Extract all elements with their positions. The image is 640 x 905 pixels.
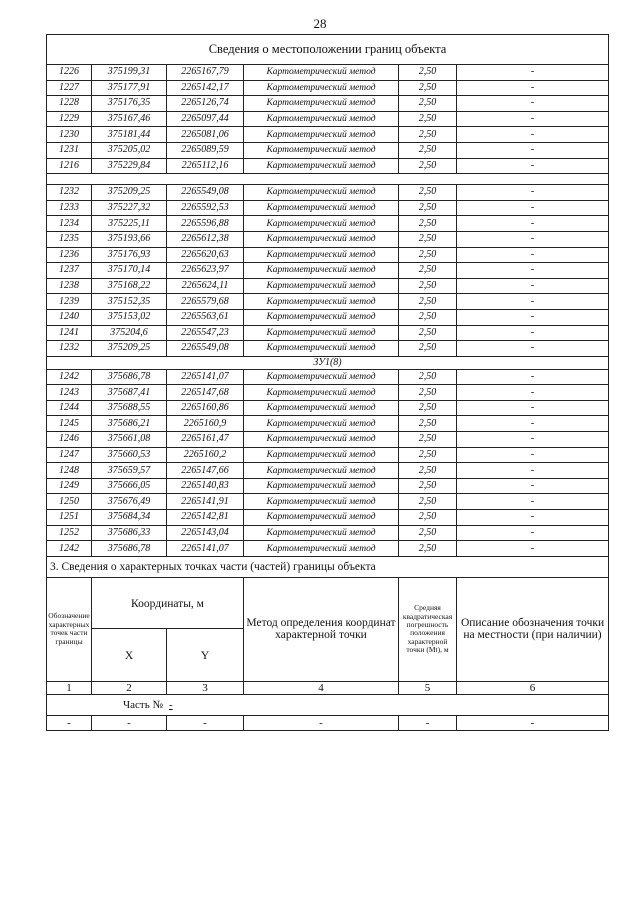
parcel-label: ЗУ1(8) <box>47 356 609 369</box>
method-cell: Картометрический метод <box>244 325 399 341</box>
y-cell: 2265097,44 <box>167 111 244 127</box>
description-cell: - <box>457 369 609 385</box>
accuracy-cell: 2,50 <box>399 185 457 201</box>
x-cell: 375659,57 <box>92 463 167 479</box>
table-row <box>47 158 609 174</box>
description-cell: - <box>457 111 609 127</box>
y-cell: 2265549,08 <box>167 185 244 201</box>
table-row <box>47 127 609 143</box>
description-cell: - <box>457 447 609 463</box>
x-cell: 375205,02 <box>92 142 167 158</box>
accuracy-cell: 2,50 <box>399 127 457 143</box>
method-cell: Картометрический метод <box>244 416 399 432</box>
y-cell: 2265160,86 <box>167 400 244 416</box>
table-row <box>47 416 609 432</box>
description-cell: - <box>457 216 609 232</box>
description-cell: - <box>457 127 609 143</box>
description-cell: - <box>457 341 609 357</box>
x-cell: 375153,02 <box>92 309 167 325</box>
x-cell: 375661,08 <box>92 432 167 448</box>
description-cell: - <box>457 416 609 432</box>
description-cell: - <box>457 385 609 401</box>
table-row <box>47 325 609 341</box>
point-id-cell: 1240 <box>47 309 92 325</box>
description-cell: - <box>457 278 609 294</box>
y-cell: 2265623,97 <box>167 263 244 279</box>
description-cell: - <box>457 158 609 174</box>
description-cell: - <box>457 142 609 158</box>
table-row <box>47 200 609 216</box>
empty-cell: - <box>92 715 167 730</box>
table-row <box>47 541 609 557</box>
column-number: 2 <box>92 681 167 694</box>
table-row <box>47 400 609 416</box>
boundary-table <box>46 34 609 731</box>
header-x: X <box>92 628 167 681</box>
y-cell: 2265141,07 <box>167 541 244 557</box>
table-row <box>47 65 609 81</box>
method-cell: Картометрический метод <box>244 341 399 357</box>
method-cell: Картометрический метод <box>244 400 399 416</box>
point-id-cell: 1243 <box>47 385 92 401</box>
y-cell: 2265081,06 <box>167 127 244 143</box>
table-row <box>47 96 609 112</box>
y-cell: 2265147,66 <box>167 463 244 479</box>
accuracy-cell: 2,50 <box>399 247 457 263</box>
table-row <box>47 525 609 541</box>
accuracy-cell: 2,50 <box>399 478 457 494</box>
x-cell: 375227,32 <box>92 200 167 216</box>
x-cell: 375687,41 <box>92 385 167 401</box>
method-cell: Картометрический метод <box>244 463 399 479</box>
y-cell: 2265142,81 <box>167 510 244 526</box>
header-description: Описание обозначения точки на местности (при наличии) <box>457 577 609 681</box>
accuracy-cell: 2,50 <box>399 510 457 526</box>
point-id-cell: 1227 <box>47 80 92 96</box>
description-cell: - <box>457 96 609 112</box>
table-row <box>47 263 609 279</box>
x-cell: 375199,31 <box>92 65 167 81</box>
point-id-cell: 1246 <box>47 432 92 448</box>
x-cell: 375209,25 <box>92 341 167 357</box>
point-id-cell: 1236 <box>47 247 92 263</box>
description-cell: - <box>457 294 609 310</box>
table-row <box>47 341 609 357</box>
method-cell: Картометрический метод <box>244 263 399 279</box>
accuracy-cell: 2,50 <box>399 309 457 325</box>
table-row <box>47 231 609 247</box>
method-cell: Картометрический метод <box>244 478 399 494</box>
y-cell: 2265160,9 <box>167 416 244 432</box>
point-id-cell: 1230 <box>47 127 92 143</box>
point-id-cell: 1250 <box>47 494 92 510</box>
description-cell: - <box>457 80 609 96</box>
x-cell: 375193,66 <box>92 231 167 247</box>
header-coordinates: Координаты, м <box>92 577 244 628</box>
description-cell: - <box>457 325 609 341</box>
method-cell: Картометрический метод <box>244 127 399 143</box>
method-cell: Картометрический метод <box>244 80 399 96</box>
x-cell: 375209,25 <box>92 185 167 201</box>
y-cell: 2265141,91 <box>167 494 244 510</box>
y-cell: 2265160,2 <box>167 447 244 463</box>
description-cell: - <box>457 463 609 479</box>
header-point-designation: Обозначение характерных точек части границы <box>47 577 92 681</box>
y-cell: 2265140,83 <box>167 478 244 494</box>
point-id-cell: 1226 <box>47 65 92 81</box>
point-id-cell: 1229 <box>47 111 92 127</box>
method-cell: Картометрический метод <box>244 525 399 541</box>
method-cell: Картометрический метод <box>244 432 399 448</box>
point-id-cell: 1249 <box>47 478 92 494</box>
column-number: 3 <box>167 681 244 694</box>
part-row <box>47 694 609 715</box>
x-cell: 375176,93 <box>92 247 167 263</box>
description-cell: - <box>457 525 609 541</box>
accuracy-cell: 2,50 <box>399 278 457 294</box>
table-row <box>47 80 609 96</box>
table-row <box>47 494 609 510</box>
empty-cell: - <box>244 715 399 730</box>
table-row <box>47 278 609 294</box>
point-id-cell: 1228 <box>47 96 92 112</box>
method-cell: Картометрический метод <box>244 231 399 247</box>
method-cell: Картометрический метод <box>244 216 399 232</box>
method-cell: Картометрический метод <box>244 541 399 557</box>
method-cell: Картометрический метод <box>244 142 399 158</box>
y-cell: 2265141,07 <box>167 369 244 385</box>
table-row <box>47 510 609 526</box>
accuracy-cell: 2,50 <box>399 142 457 158</box>
empty-cell: - <box>47 715 92 730</box>
description-cell: - <box>457 200 609 216</box>
accuracy-cell: 2,50 <box>399 447 457 463</box>
table-row <box>47 216 609 232</box>
point-id-cell: 1234 <box>47 216 92 232</box>
point-id-cell: 1233 <box>47 200 92 216</box>
accuracy-cell: 2,50 <box>399 216 457 232</box>
y-cell: 2265563,61 <box>167 309 244 325</box>
empty-cell: - <box>167 715 244 730</box>
accuracy-cell: 2,50 <box>399 325 457 341</box>
point-id-cell: 1242 <box>47 541 92 557</box>
x-cell: 375686,21 <box>92 416 167 432</box>
table-row <box>47 309 609 325</box>
accuracy-cell: 2,50 <box>399 400 457 416</box>
accuracy-cell: 2,50 <box>399 463 457 479</box>
accuracy-cell: 2,50 <box>399 369 457 385</box>
y-cell: 2265596,88 <box>167 216 244 232</box>
page-number: 28 <box>313 16 327 31</box>
point-id-cell: 1231 <box>47 142 92 158</box>
method-cell: Картометрический метод <box>244 385 399 401</box>
description-cell: - <box>457 309 609 325</box>
column-number: 4 <box>244 681 399 694</box>
description-cell: - <box>457 247 609 263</box>
accuracy-cell: 2,50 <box>399 416 457 432</box>
point-id-cell: 1232 <box>47 185 92 201</box>
y-cell: 2265167,79 <box>167 65 244 81</box>
group-3-rows <box>47 369 609 556</box>
header-y: Y <box>167 628 244 681</box>
y-cell: 2265089,59 <box>167 142 244 158</box>
description-cell: - <box>457 65 609 81</box>
point-id-cell: 1238 <box>47 278 92 294</box>
y-cell: 2265161,47 <box>167 432 244 448</box>
method-cell: Картометрический метод <box>244 309 399 325</box>
table-row <box>47 111 609 127</box>
y-cell: 2265142,17 <box>167 80 244 96</box>
point-id-cell: 1216 <box>47 158 92 174</box>
y-cell: 2265112,16 <box>167 158 244 174</box>
description-cell: - <box>457 510 609 526</box>
description-cell: - <box>457 231 609 247</box>
method-cell: Картометрический метод <box>244 200 399 216</box>
accuracy-cell: 2,50 <box>399 294 457 310</box>
x-cell: 375167,46 <box>92 111 167 127</box>
x-cell: 375666,05 <box>92 478 167 494</box>
column-number: 5 <box>399 681 457 694</box>
method-cell: Картометрический метод <box>244 185 399 201</box>
group-separator <box>47 174 609 185</box>
method-cell: Картометрический метод <box>244 510 399 526</box>
table-title: Сведения о местоположении границ объекта <box>47 35 609 65</box>
x-cell: 375686,78 <box>92 541 167 557</box>
header-method: Метод определения координат характерной точки <box>244 577 399 681</box>
header-accuracy: Средняя квадратическая погрешность положения характерной точки (Mt), м <box>399 577 457 681</box>
point-id-cell: 1241 <box>47 325 92 341</box>
method-cell: Картометрический метод <box>244 369 399 385</box>
accuracy-cell: 2,50 <box>399 158 457 174</box>
method-cell: Картометрический метод <box>244 494 399 510</box>
x-cell: 375204,6 <box>92 325 167 341</box>
y-cell: 2265620,63 <box>167 247 244 263</box>
point-id-cell: 1251 <box>47 510 92 526</box>
accuracy-cell: 2,50 <box>399 65 457 81</box>
point-id-cell: 1242 <box>47 369 92 385</box>
y-cell: 2265549,08 <box>167 341 244 357</box>
y-cell: 2265126,74 <box>167 96 244 112</box>
point-id-cell: 1245 <box>47 416 92 432</box>
accuracy-cell: 2,50 <box>399 200 457 216</box>
accuracy-cell: 2,50 <box>399 111 457 127</box>
method-cell: Картометрический метод <box>244 278 399 294</box>
column-number: 1 <box>47 681 92 694</box>
x-cell: 375168,22 <box>92 278 167 294</box>
table-row <box>47 432 609 448</box>
y-cell: 2265612,38 <box>167 231 244 247</box>
x-cell: 375660,53 <box>92 447 167 463</box>
accuracy-cell: 2,50 <box>399 494 457 510</box>
x-cell: 375225,11 <box>92 216 167 232</box>
x-cell: 375676,49 <box>92 494 167 510</box>
y-cell: 2265147,68 <box>167 385 244 401</box>
x-cell: 375688,55 <box>92 400 167 416</box>
point-id-cell: 1235 <box>47 231 92 247</box>
x-cell: 375686,78 <box>92 369 167 385</box>
x-cell: 375177,91 <box>92 80 167 96</box>
accuracy-cell: 2,50 <box>399 263 457 279</box>
empty-cell: - <box>399 715 457 730</box>
point-id-cell: 1232 <box>47 341 92 357</box>
table-row <box>47 447 609 463</box>
table-row <box>47 247 609 263</box>
x-cell: 375686,33 <box>92 525 167 541</box>
accuracy-cell: 2,50 <box>399 341 457 357</box>
part-value: - <box>168 698 173 711</box>
y-cell: 2265143,04 <box>167 525 244 541</box>
table-row <box>47 385 609 401</box>
x-cell: 375176,35 <box>92 96 167 112</box>
y-cell: 2265547,23 <box>167 325 244 341</box>
description-cell: - <box>457 185 609 201</box>
table-row <box>47 463 609 479</box>
point-id-cell: 1244 <box>47 400 92 416</box>
method-cell: Картометрический метод <box>244 294 399 310</box>
description-cell: - <box>457 432 609 448</box>
y-cell: 2265592,53 <box>167 200 244 216</box>
x-cell: 375229,84 <box>92 158 167 174</box>
y-cell: 2265624,11 <box>167 278 244 294</box>
accuracy-cell: 2,50 <box>399 432 457 448</box>
point-id-cell: 1248 <box>47 463 92 479</box>
y-cell: 2265579,68 <box>167 294 244 310</box>
description-cell: - <box>457 494 609 510</box>
x-cell: 375152,35 <box>92 294 167 310</box>
point-id-cell: 1237 <box>47 263 92 279</box>
group-1-rows <box>47 65 609 174</box>
point-id-cell: 1247 <box>47 447 92 463</box>
accuracy-cell: 2,50 <box>399 541 457 557</box>
point-id-cell: 1239 <box>47 294 92 310</box>
method-cell: Картометрический метод <box>244 65 399 81</box>
method-cell: Картометрический метод <box>244 158 399 174</box>
accuracy-cell: 2,50 <box>399 385 457 401</box>
section-3-title: 3. Сведения о характерных точках части (частей) границы объекта <box>47 556 609 577</box>
group-2-rows <box>47 185 609 357</box>
description-cell: - <box>457 400 609 416</box>
accuracy-cell: 2,50 <box>399 96 457 112</box>
accuracy-cell: 2,50 <box>399 80 457 96</box>
method-cell: Картометрический метод <box>244 447 399 463</box>
point-id-cell: 1252 <box>47 525 92 541</box>
x-cell: 375684,34 <box>92 510 167 526</box>
description-cell: - <box>457 541 609 557</box>
method-cell: Картометрический метод <box>244 247 399 263</box>
method-cell: Картометрический метод <box>244 96 399 112</box>
table-row <box>47 185 609 201</box>
description-cell: - <box>457 478 609 494</box>
column-number: 6 <box>457 681 609 694</box>
table-row <box>47 142 609 158</box>
accuracy-cell: 2,50 <box>399 231 457 247</box>
x-cell: 375181,44 <box>92 127 167 143</box>
table-row <box>47 294 609 310</box>
method-cell: Картометрический метод <box>244 111 399 127</box>
table-row <box>47 369 609 385</box>
x-cell: 375170,14 <box>92 263 167 279</box>
description-cell: - <box>457 263 609 279</box>
part-label: Часть № <box>123 698 163 711</box>
empty-cell: - <box>457 715 609 730</box>
table-row <box>47 478 609 494</box>
accuracy-cell: 2,50 <box>399 525 457 541</box>
